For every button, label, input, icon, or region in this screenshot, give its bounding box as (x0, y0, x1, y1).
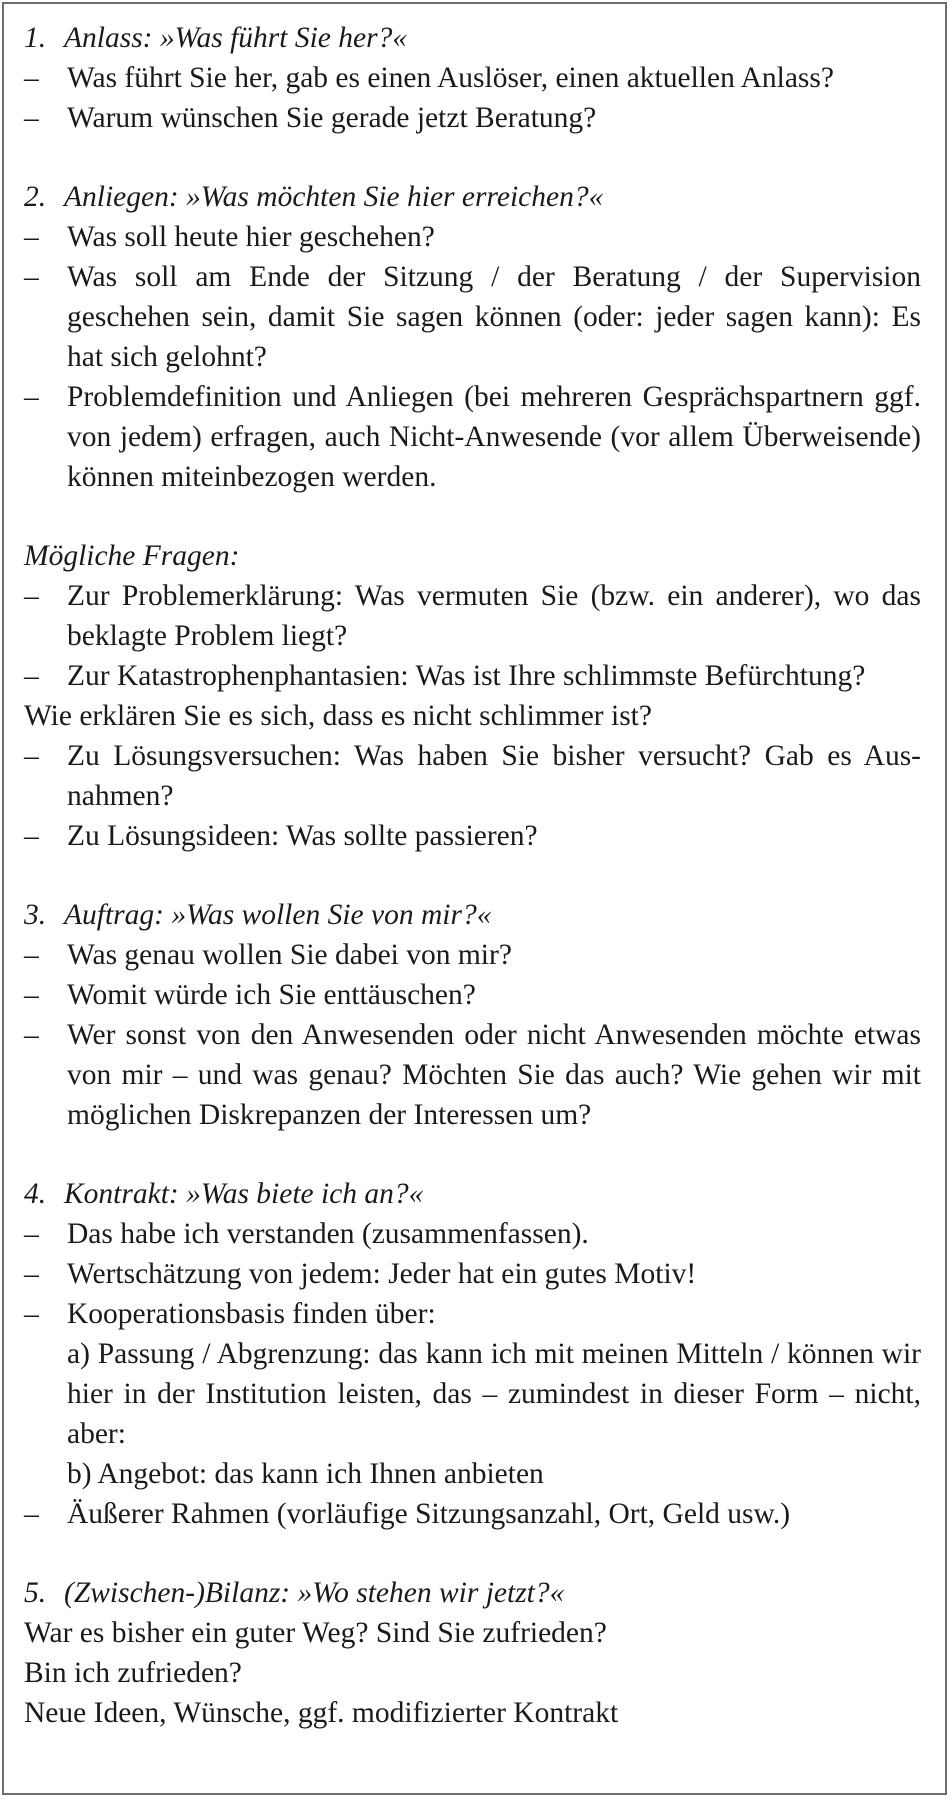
plain-text-line: Bin ich zufrieden? (24, 1657, 242, 1689)
list-item: – Was soll am Ende der Sitzung / der Beratung / der Supervision geschehen sein, damit Sie sagen können (oder: jeder sagen kann): Es hat sich gelohnt? (24, 261, 921, 373)
list-item: – Womit würde ich Sie enttäuschen? (24, 979, 476, 1011)
section-5-heading: 5. (Zwischen-)Bilanz: »Wo stehen wir jetzt?« (24, 1577, 565, 1609)
plain-text-line: War es bisher ein guter Weg? Sind Sie zufrieden? (24, 1617, 607, 1649)
list-item: – Zur Katastrophenphantasien: Was ist Ihre schlimmste Befürchtung? (24, 660, 866, 692)
list-item: – Zu Lösungsversuchen: Was haben Sie bisher versucht? Gab es Ausnahmen? (24, 740, 921, 812)
section-2-heading: 2. Anliegen: »Was möchten Sie hier erreichen?« (24, 181, 604, 213)
list-item: – Zur Problemerklärung: Was vermuten Sie (bzw. ein anderer), wo das beklagte Problem liegt? (24, 580, 921, 652)
section-4-heading: 4. Kontrakt: »Was biete ich an?« (24, 1178, 424, 1210)
sub-item-a: a) Passung / Abgrenzung: das kann ich mit meinen Mitteln / können wir hier in der Institution leisten, das – zumindest in dieser Form – nicht, aber: (67, 1338, 921, 1450)
list-item: – Zu Lösungsideen: Was sollte passieren? (24, 820, 538, 852)
questions-heading: Mögliche Fragen: (24, 540, 240, 572)
list-item: – Problemdefinition und Anliegen (bei mehreren Gesprächspartnern ggf. von jedem) erfragen, auch Nicht-Anwesende (vor allem Überweisende) können miteinbezogen werden. (24, 381, 921, 493)
list-item: – Was führt Sie her, gab es einen Auslöser, einen aktuellen Anlass? (24, 62, 834, 94)
section-3-heading: 3. Auftrag: »Was wollen Sie von mir?« (24, 899, 492, 931)
sub-item-b: b) Angebot: das kann ich Ihnen anbieten (67, 1458, 544, 1490)
list-item: – Kooperationsbasis finden über: (24, 1298, 436, 1330)
list-item: – Äußerer Rahmen (vorläufige Sitzungsanzahl, Ort, Geld usw.) (24, 1498, 791, 1530)
list-item: – Das habe ich verstanden (zusammenfassen). (24, 1218, 589, 1250)
plain-text-line: Neue Ideen, Wünsche, ggf. modifizierter Kontrakt (24, 1697, 619, 1729)
list-item: – Wer sonst von den Anwesenden oder nicht Anwesenden möchte etwas von mir – und was genau? Möchten Sie das auch? Wie gehen wir mit möglichen Diskrepanzen der Interessen um? (24, 1019, 921, 1131)
list-item: – Was soll heute hier geschehen? (24, 221, 435, 253)
list-item: – Was genau wollen Sie dabei von mir? (24, 939, 512, 971)
list-item: – Warum wünschen Sie gerade jetzt Beratung? (24, 102, 597, 134)
section-1-heading: 1. Anlass: »Was führt Sie her?« (24, 22, 408, 54)
checklist-box (2, 2, 947, 1795)
plain-text-line: Wie erklären Sie es sich, dass es nicht schlimmer ist? (24, 700, 652, 732)
list-item: – Wertschätzung von jedem: Jeder hat ein gutes Motiv! (24, 1258, 697, 1290)
